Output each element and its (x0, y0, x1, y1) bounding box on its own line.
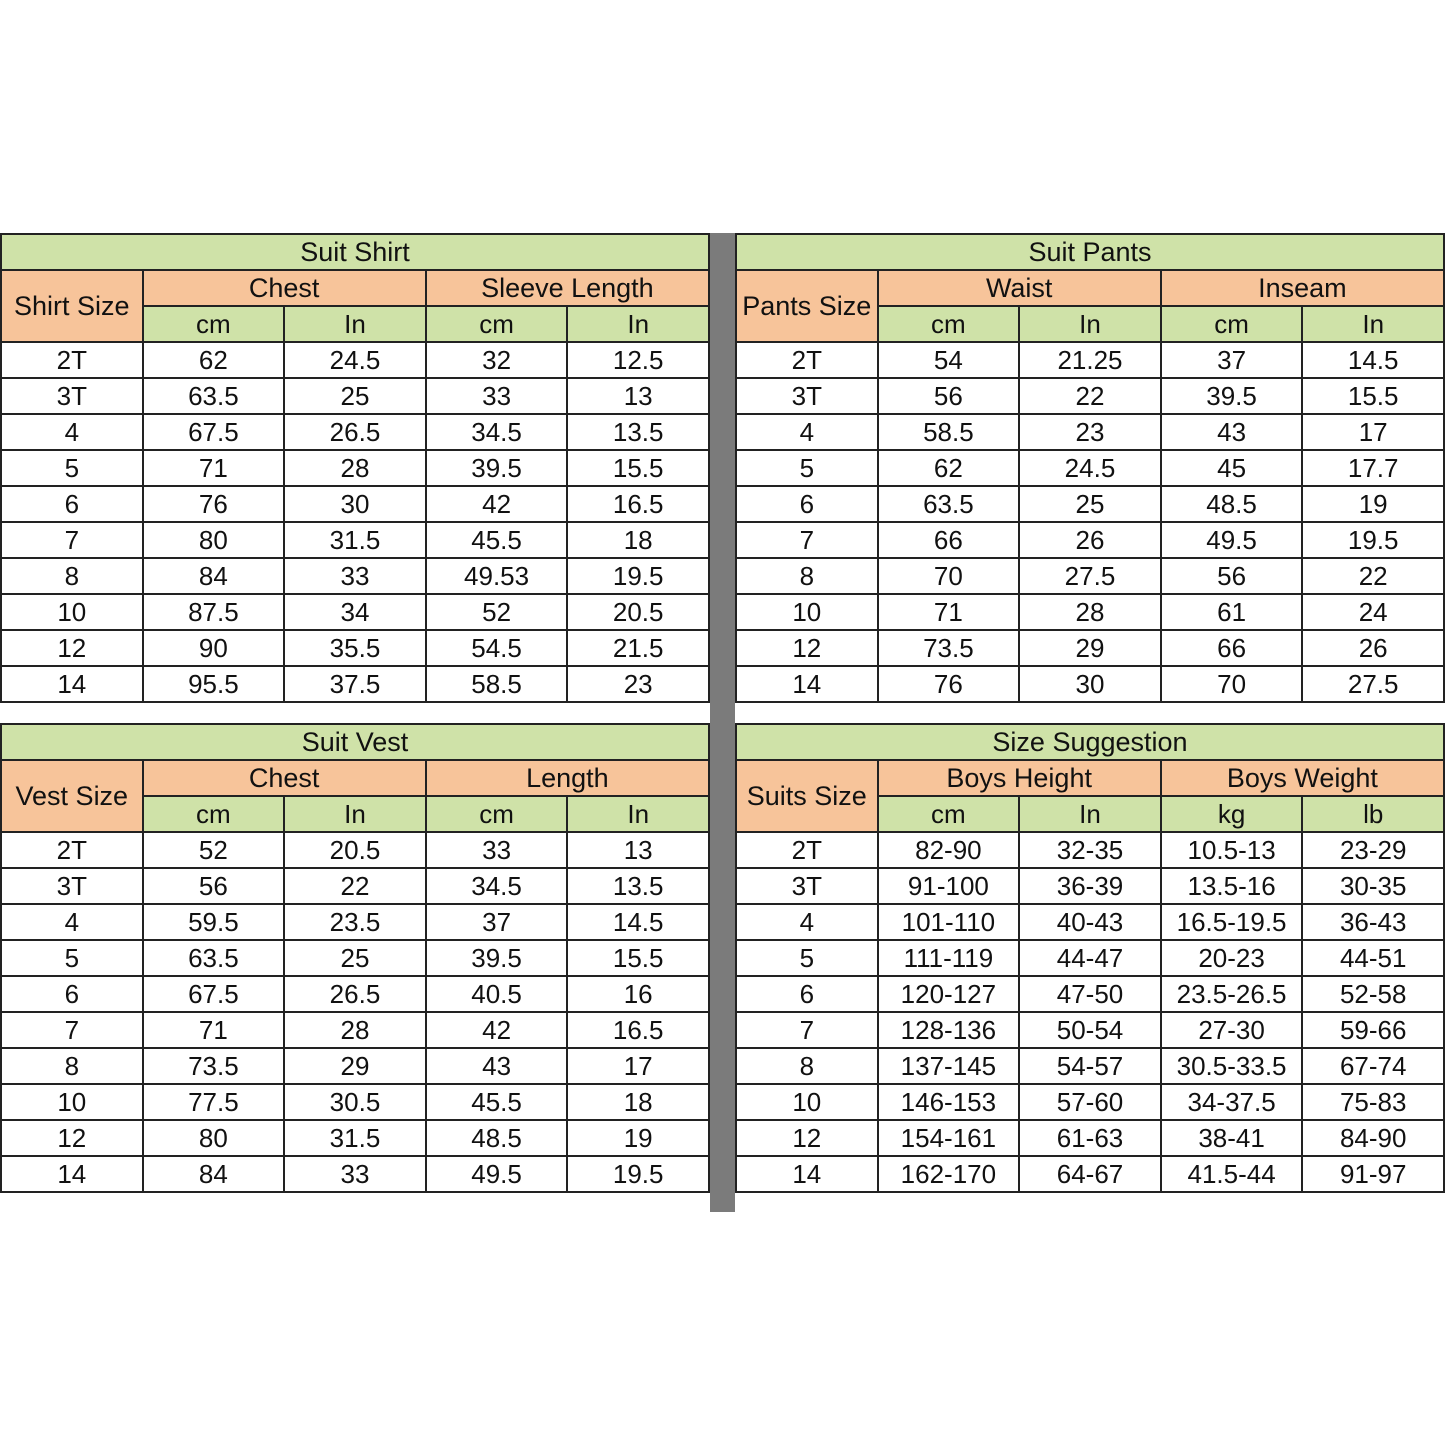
value-cell: 28 (284, 1012, 426, 1048)
size-cell: 7 (736, 522, 878, 558)
suit-shirt-table (0, 233, 710, 703)
table-row (1, 414, 709, 450)
value-cell: 26 (1019, 522, 1161, 558)
value-cell: 29 (1019, 630, 1161, 666)
table-title: Size Suggestion (736, 724, 1444, 760)
value-cell: 42 (426, 486, 568, 522)
table-row (736, 630, 1444, 666)
size-cell: 12 (736, 630, 878, 666)
value-cell: 31.5 (284, 522, 426, 558)
value-cell: 49.53 (426, 558, 568, 594)
unit-header: cm (143, 796, 285, 832)
table-row (736, 940, 1444, 976)
value-cell: 54.5 (426, 630, 568, 666)
group-header: Chest (143, 270, 426, 306)
value-cell: 71 (143, 1012, 285, 1048)
table-row (736, 1084, 1444, 1120)
size-suggestion-table (735, 723, 1445, 1193)
value-cell: 26.5 (284, 976, 426, 1012)
group-header-row (736, 760, 1444, 796)
value-cell: 32-35 (1019, 832, 1161, 868)
value-cell: 21.25 (1019, 342, 1161, 378)
value-cell: 24.5 (1019, 450, 1161, 486)
value-cell: 23.5 (284, 904, 426, 940)
value-cell: 111-119 (878, 940, 1020, 976)
value-cell: 128-136 (878, 1012, 1020, 1048)
value-cell: 29 (284, 1048, 426, 1084)
value-cell: 31.5 (284, 1120, 426, 1156)
unit-header: cm (1161, 306, 1303, 342)
value-cell: 87.5 (143, 594, 285, 630)
value-cell: 24.5 (284, 342, 426, 378)
size-cell: 2T (1, 342, 143, 378)
value-cell: 27.5 (1302, 666, 1444, 702)
value-cell: 95.5 (143, 666, 285, 702)
group-header-row (1, 270, 709, 306)
value-cell: 49.5 (426, 1156, 568, 1192)
unit-header: In (567, 796, 709, 832)
value-cell: 23 (1019, 414, 1161, 450)
value-cell: 28 (284, 450, 426, 486)
value-cell: 61-63 (1019, 1120, 1161, 1156)
value-cell: 27.5 (1019, 558, 1161, 594)
size-cell: 3T (736, 378, 878, 414)
group-header: Sleeve Length (426, 270, 709, 306)
table-row (736, 1048, 1444, 1084)
value-cell: 16 (567, 976, 709, 1012)
unit-header: In (284, 306, 426, 342)
value-cell: 137-145 (878, 1048, 1020, 1084)
value-cell: 24 (1302, 594, 1444, 630)
size-column-header: Shirt Size (1, 270, 143, 342)
value-cell: 58.5 (426, 666, 568, 702)
value-cell: 21.5 (567, 630, 709, 666)
title-row (736, 724, 1444, 760)
value-cell: 48.5 (1161, 486, 1303, 522)
value-cell: 13.5 (567, 414, 709, 450)
table-row (1, 522, 709, 558)
size-cell: 4 (1, 904, 143, 940)
value-cell: 76 (878, 666, 1020, 702)
value-cell: 120-127 (878, 976, 1020, 1012)
value-cell: 71 (143, 450, 285, 486)
table-row (736, 666, 1444, 702)
value-cell: 22 (1019, 378, 1161, 414)
value-cell: 57-60 (1019, 1084, 1161, 1120)
value-cell: 82-90 (878, 832, 1020, 868)
value-cell: 13.5-16 (1161, 868, 1303, 904)
size-cell: 8 (736, 1048, 878, 1084)
group-header: Chest (143, 760, 426, 796)
value-cell: 58.5 (878, 414, 1020, 450)
table-row (736, 1120, 1444, 1156)
group-header: Boys Height (878, 760, 1161, 796)
value-cell: 13.5 (567, 868, 709, 904)
value-cell: 56 (878, 378, 1020, 414)
size-cell: 3T (1, 868, 143, 904)
value-cell: 18 (567, 1084, 709, 1120)
size-cell: 10 (736, 1084, 878, 1120)
value-cell: 62 (878, 450, 1020, 486)
value-cell: 56 (1161, 558, 1303, 594)
value-cell: 33 (284, 558, 426, 594)
value-cell: 40-43 (1019, 904, 1161, 940)
value-cell: 18 (567, 522, 709, 558)
value-cell: 30.5 (284, 1084, 426, 1120)
value-cell: 73.5 (878, 630, 1020, 666)
value-cell: 15.5 (567, 450, 709, 486)
table-row (736, 378, 1444, 414)
value-cell: 20.5 (284, 832, 426, 868)
size-cell: 10 (736, 594, 878, 630)
size-column-header: Suits Size (736, 760, 878, 832)
value-cell: 63.5 (143, 940, 285, 976)
value-cell: 52-58 (1302, 976, 1444, 1012)
value-cell: 56 (143, 868, 285, 904)
value-cell: 59.5 (143, 904, 285, 940)
table-row (1, 378, 709, 414)
value-cell: 27-30 (1161, 1012, 1303, 1048)
value-cell: 26 (1302, 630, 1444, 666)
table-row (1, 1084, 709, 1120)
value-cell: 19 (1302, 486, 1444, 522)
value-cell: 20-23 (1161, 940, 1303, 976)
value-cell: 19.5 (567, 1156, 709, 1192)
value-cell: 90 (143, 630, 285, 666)
table-row (736, 342, 1444, 378)
table-row (736, 904, 1444, 940)
size-cell: 5 (736, 450, 878, 486)
size-cell: 5 (736, 940, 878, 976)
value-cell: 52 (143, 832, 285, 868)
size-cell: 14 (1, 666, 143, 702)
table-title: Suit Vest (1, 724, 709, 760)
table-row (736, 1156, 1444, 1192)
value-cell: 45.5 (426, 522, 568, 558)
unit-header: In (284, 796, 426, 832)
size-cell: 6 (1, 976, 143, 1012)
size-cell: 14 (736, 1156, 878, 1192)
size-cell: 8 (736, 558, 878, 594)
table-row (736, 558, 1444, 594)
size-cell: 14 (736, 666, 878, 702)
size-cell: 6 (1, 486, 143, 522)
value-cell: 59-66 (1302, 1012, 1444, 1048)
value-cell: 62 (143, 342, 285, 378)
table-row (1, 342, 709, 378)
value-cell: 17 (1302, 414, 1444, 450)
center-divider (710, 233, 735, 1212)
value-cell: 16.5 (567, 486, 709, 522)
size-cell: 14 (1, 1156, 143, 1192)
value-cell: 22 (284, 868, 426, 904)
group-header-row (1, 760, 709, 796)
table-row (1, 868, 709, 904)
value-cell: 19 (567, 1120, 709, 1156)
unit-header: cm (426, 306, 568, 342)
value-cell: 15.5 (1302, 378, 1444, 414)
unit-header: In (1302, 306, 1444, 342)
value-cell: 71 (878, 594, 1020, 630)
group-header: Waist (878, 270, 1161, 306)
value-cell: 10.5-13 (1161, 832, 1303, 868)
value-cell: 26.5 (284, 414, 426, 450)
unit-header: cm (426, 796, 568, 832)
size-cell: 4 (736, 414, 878, 450)
value-cell: 162-170 (878, 1156, 1020, 1192)
value-cell: 54 (878, 342, 1020, 378)
table-row (1, 558, 709, 594)
size-column-header: Vest Size (1, 760, 143, 832)
unit-header: kg (1161, 796, 1303, 832)
size-cell: 5 (1, 450, 143, 486)
value-cell: 39.5 (426, 940, 568, 976)
table-row (736, 414, 1444, 450)
table-row (1, 940, 709, 976)
size-cell: 4 (736, 904, 878, 940)
value-cell: 32 (426, 342, 568, 378)
value-cell: 80 (143, 1120, 285, 1156)
value-cell: 33 (284, 1156, 426, 1192)
value-cell: 84 (143, 1156, 285, 1192)
value-cell: 20.5 (567, 594, 709, 630)
value-cell: 23 (567, 666, 709, 702)
table-row (736, 594, 1444, 630)
table-row (736, 486, 1444, 522)
size-cell: 7 (1, 522, 143, 558)
table-title: Suit Pants (736, 234, 1444, 270)
table-row (736, 1012, 1444, 1048)
value-cell: 34-37.5 (1161, 1084, 1303, 1120)
size-cell: 8 (1, 1048, 143, 1084)
value-cell: 25 (284, 940, 426, 976)
size-cell: 3T (736, 868, 878, 904)
size-cell: 10 (1, 1084, 143, 1120)
value-cell: 34 (284, 594, 426, 630)
value-cell: 44-51 (1302, 940, 1444, 976)
title-row (1, 724, 709, 760)
value-cell: 13 (567, 378, 709, 414)
size-cell: 7 (736, 1012, 878, 1048)
value-cell: 49.5 (1161, 522, 1303, 558)
value-cell: 14.5 (567, 904, 709, 940)
title-row (736, 234, 1444, 270)
table-row (1, 1120, 709, 1156)
value-cell: 43 (426, 1048, 568, 1084)
value-cell: 38-41 (1161, 1120, 1303, 1156)
value-cell: 52 (426, 594, 568, 630)
value-cell: 16.5-19.5 (1161, 904, 1303, 940)
value-cell: 70 (878, 558, 1020, 594)
table-row (1, 832, 709, 868)
suit-vest-table (0, 723, 710, 1193)
value-cell: 67.5 (143, 414, 285, 450)
size-cell: 8 (1, 558, 143, 594)
unit-header: cm (143, 306, 285, 342)
table-row (1, 450, 709, 486)
value-cell: 30 (284, 486, 426, 522)
value-cell: 61 (1161, 594, 1303, 630)
group-header: Boys Weight (1161, 760, 1444, 796)
unit-header: cm (878, 796, 1020, 832)
value-cell: 25 (284, 378, 426, 414)
unit-header: In (1019, 306, 1161, 342)
value-cell: 66 (1161, 630, 1303, 666)
value-cell: 34.5 (426, 868, 568, 904)
value-cell: 45 (1161, 450, 1303, 486)
size-column-header: Pants Size (736, 270, 878, 342)
value-cell: 36-39 (1019, 868, 1161, 904)
size-cell: 2T (736, 342, 878, 378)
size-cell: 6 (736, 976, 878, 1012)
table-row (1, 666, 709, 702)
size-cell: 3T (1, 378, 143, 414)
value-cell: 66 (878, 522, 1020, 558)
value-cell: 23-29 (1302, 832, 1444, 868)
value-cell: 35.5 (284, 630, 426, 666)
value-cell: 39.5 (1161, 378, 1303, 414)
value-cell: 80 (143, 522, 285, 558)
size-cell: 7 (1, 1012, 143, 1048)
size-cell: 2T (1, 832, 143, 868)
size-cell: 12 (736, 1120, 878, 1156)
value-cell: 15.5 (567, 940, 709, 976)
table-row (1, 630, 709, 666)
group-header: Inseam (1161, 270, 1444, 306)
value-cell: 23.5-26.5 (1161, 976, 1303, 1012)
size-cell: 12 (1, 1120, 143, 1156)
size-cell: 4 (1, 414, 143, 450)
value-cell: 12.5 (567, 342, 709, 378)
value-cell: 39.5 (426, 450, 568, 486)
value-cell: 63.5 (878, 486, 1020, 522)
value-cell: 101-110 (878, 904, 1020, 940)
value-cell: 84 (143, 558, 285, 594)
group-header: Length (426, 760, 709, 796)
value-cell: 30 (1019, 666, 1161, 702)
table-row (1, 1048, 709, 1084)
value-cell: 63.5 (143, 378, 285, 414)
value-cell: 19.5 (1302, 522, 1444, 558)
value-cell: 43 (1161, 414, 1303, 450)
value-cell: 37 (426, 904, 568, 940)
value-cell: 19.5 (567, 558, 709, 594)
value-cell: 36-43 (1302, 904, 1444, 940)
value-cell: 17 (567, 1048, 709, 1084)
unit-header: In (567, 306, 709, 342)
value-cell: 28 (1019, 594, 1161, 630)
value-cell: 70 (1161, 666, 1303, 702)
value-cell: 45.5 (426, 1084, 568, 1120)
value-cell: 64-67 (1019, 1156, 1161, 1192)
value-cell: 67.5 (143, 976, 285, 1012)
size-cell: 10 (1, 594, 143, 630)
value-cell: 91-97 (1302, 1156, 1444, 1192)
table-row (1, 1012, 709, 1048)
value-cell: 30.5-33.5 (1161, 1048, 1303, 1084)
value-cell: 17.7 (1302, 450, 1444, 486)
value-cell: 37.5 (284, 666, 426, 702)
value-cell: 33 (426, 832, 568, 868)
value-cell: 44-47 (1019, 940, 1161, 976)
value-cell: 14.5 (1302, 342, 1444, 378)
value-cell: 50-54 (1019, 1012, 1161, 1048)
value-cell: 67-74 (1302, 1048, 1444, 1084)
table-row (736, 976, 1444, 1012)
title-row (1, 234, 709, 270)
value-cell: 34.5 (426, 414, 568, 450)
value-cell: 91-100 (878, 868, 1020, 904)
size-cell: 6 (736, 486, 878, 522)
unit-header: cm (878, 306, 1020, 342)
size-cell: 12 (1, 630, 143, 666)
table-row (1, 976, 709, 1012)
table-row (1, 1156, 709, 1192)
table-title: Suit Shirt (1, 234, 709, 270)
table-row (1, 486, 709, 522)
value-cell: 146-153 (878, 1084, 1020, 1120)
table-row (736, 832, 1444, 868)
unit-header: In (1019, 796, 1161, 832)
size-cell: 5 (1, 940, 143, 976)
value-cell: 30-35 (1302, 868, 1444, 904)
value-cell: 16.5 (567, 1012, 709, 1048)
value-cell: 25 (1019, 486, 1161, 522)
value-cell: 54-57 (1019, 1048, 1161, 1084)
size-cell: 2T (736, 832, 878, 868)
table-row (736, 522, 1444, 558)
value-cell: 48.5 (426, 1120, 568, 1156)
value-cell: 76 (143, 486, 285, 522)
value-cell: 154-161 (878, 1120, 1020, 1156)
table-row (736, 868, 1444, 904)
value-cell: 84-90 (1302, 1120, 1444, 1156)
table-row (1, 594, 709, 630)
value-cell: 41.5-44 (1161, 1156, 1303, 1192)
value-cell: 77.5 (143, 1084, 285, 1120)
group-header-row (736, 270, 1444, 306)
table-row (736, 450, 1444, 486)
value-cell: 33 (426, 378, 568, 414)
value-cell: 13 (567, 832, 709, 868)
suit-pants-table (735, 233, 1445, 703)
value-cell: 73.5 (143, 1048, 285, 1084)
size-chart (0, 233, 1445, 1212)
value-cell: 37 (1161, 342, 1303, 378)
value-cell: 75-83 (1302, 1084, 1444, 1120)
value-cell: 22 (1302, 558, 1444, 594)
value-cell: 40.5 (426, 976, 568, 1012)
table-row (1, 904, 709, 940)
unit-header: lb (1302, 796, 1444, 832)
value-cell: 47-50 (1019, 976, 1161, 1012)
value-cell: 42 (426, 1012, 568, 1048)
